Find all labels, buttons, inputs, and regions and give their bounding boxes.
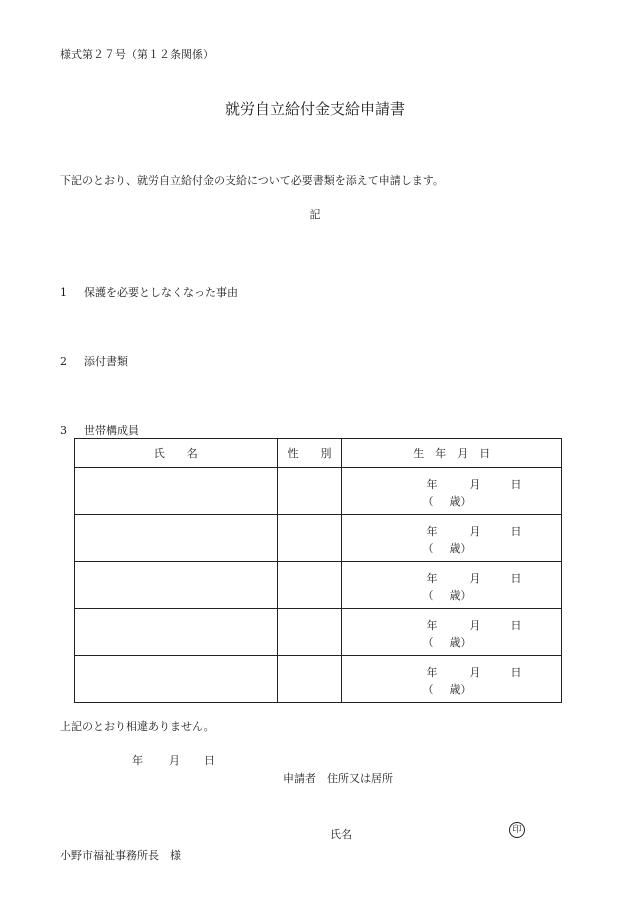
age-open-paren: （ bbox=[422, 495, 434, 508]
member-sex-cell[interactable] bbox=[277, 609, 342, 656]
age-label: 歳） bbox=[449, 495, 472, 508]
member-sex-cell[interactable] bbox=[277, 468, 342, 515]
member-dob-cell[interactable] bbox=[342, 468, 562, 515]
dob-month-label: 月 bbox=[469, 619, 481, 632]
date-month: 月 bbox=[169, 754, 180, 767]
member-sex-cell[interactable] bbox=[277, 515, 342, 562]
dob-day-label: 日 bbox=[510, 619, 522, 632]
member-name-cell[interactable] bbox=[75, 515, 278, 562]
member-dob-cell[interactable] bbox=[342, 562, 562, 609]
member-name-cell[interactable] bbox=[75, 656, 278, 703]
item-attachments bbox=[60, 353, 128, 369]
table-row bbox=[75, 515, 562, 562]
header-sex: 性 別 bbox=[277, 439, 342, 468]
item-number: 3 bbox=[60, 424, 67, 437]
date-day: 日 bbox=[204, 754, 215, 767]
dob-day-label: 日 bbox=[510, 478, 522, 491]
member-name-cell[interactable] bbox=[75, 562, 278, 609]
dob-month-label: 月 bbox=[469, 525, 481, 538]
header-name: 氏 名 bbox=[75, 439, 278, 468]
item-label: 保護を必要としなくなった事由 bbox=[84, 286, 238, 299]
table-header-row bbox=[75, 439, 562, 468]
item-number: 2 bbox=[60, 355, 67, 368]
age-label: 歳） bbox=[449, 542, 472, 555]
age-label: 歳） bbox=[449, 589, 472, 602]
dob-year-label: 年 bbox=[426, 572, 438, 585]
applicant-address-label: 申請者 住所又は居所 bbox=[283, 772, 393, 785]
dob-month-label: 月 bbox=[469, 572, 481, 585]
age-open-paren: （ bbox=[422, 683, 434, 696]
member-sex-cell[interactable] bbox=[277, 656, 342, 703]
item-household-members bbox=[60, 422, 139, 438]
header-dob: 生 年 月 日 bbox=[342, 439, 562, 468]
ki-heading: 記 bbox=[309, 208, 321, 221]
table-row bbox=[75, 609, 562, 656]
dob-day-label: 日 bbox=[510, 525, 522, 538]
member-name-cell[interactable] bbox=[75, 468, 278, 515]
table-row bbox=[75, 468, 562, 515]
date-year: 年 bbox=[132, 754, 143, 767]
age-label: 歳） bbox=[449, 683, 472, 696]
intro-text: 下記のとおり、就労自立給付金の支給について必要書類を添えて申請します。 bbox=[60, 174, 444, 187]
member-dob-cell[interactable] bbox=[342, 515, 562, 562]
member-dob-cell[interactable] bbox=[342, 609, 562, 656]
item-reason bbox=[60, 284, 238, 300]
dob-month-label: 月 bbox=[469, 478, 481, 491]
dob-day-label: 日 bbox=[510, 666, 522, 679]
dob-year-label: 年 bbox=[426, 666, 438, 679]
dob-year-label: 年 bbox=[426, 478, 438, 491]
dob-day-label: 日 bbox=[510, 572, 522, 585]
seal-mark: 印 bbox=[509, 822, 525, 838]
addressee: 小野市福祉事務所長 様 bbox=[60, 849, 181, 862]
item-number: 1 bbox=[60, 286, 67, 299]
table-row bbox=[75, 656, 562, 703]
age-open-paren: （ bbox=[422, 589, 434, 602]
dob-year-label: 年 bbox=[426, 619, 438, 632]
dob-year-label: 年 bbox=[426, 525, 438, 538]
household-members-table bbox=[74, 438, 562, 703]
item-label: 添付書類 bbox=[84, 355, 128, 368]
age-open-paren: （ bbox=[422, 636, 434, 649]
table-row bbox=[75, 562, 562, 609]
document-title: 就労自立給付金支給申請書 bbox=[224, 100, 405, 118]
age-label: 歳） bbox=[449, 636, 472, 649]
member-sex-cell[interactable] bbox=[277, 562, 342, 609]
dob-month-label: 月 bbox=[469, 666, 481, 679]
form-number: 様式第２７号（第１２条関係） bbox=[60, 48, 214, 61]
age-open-paren: （ bbox=[422, 542, 434, 555]
member-dob-cell[interactable] bbox=[342, 656, 562, 703]
declaration-text: 上記のとおり相違ありません。 bbox=[60, 720, 215, 733]
applicant-name-label: 氏名 bbox=[330, 828, 352, 841]
item-label: 世帯構成員 bbox=[84, 424, 139, 437]
member-name-cell[interactable] bbox=[75, 609, 278, 656]
